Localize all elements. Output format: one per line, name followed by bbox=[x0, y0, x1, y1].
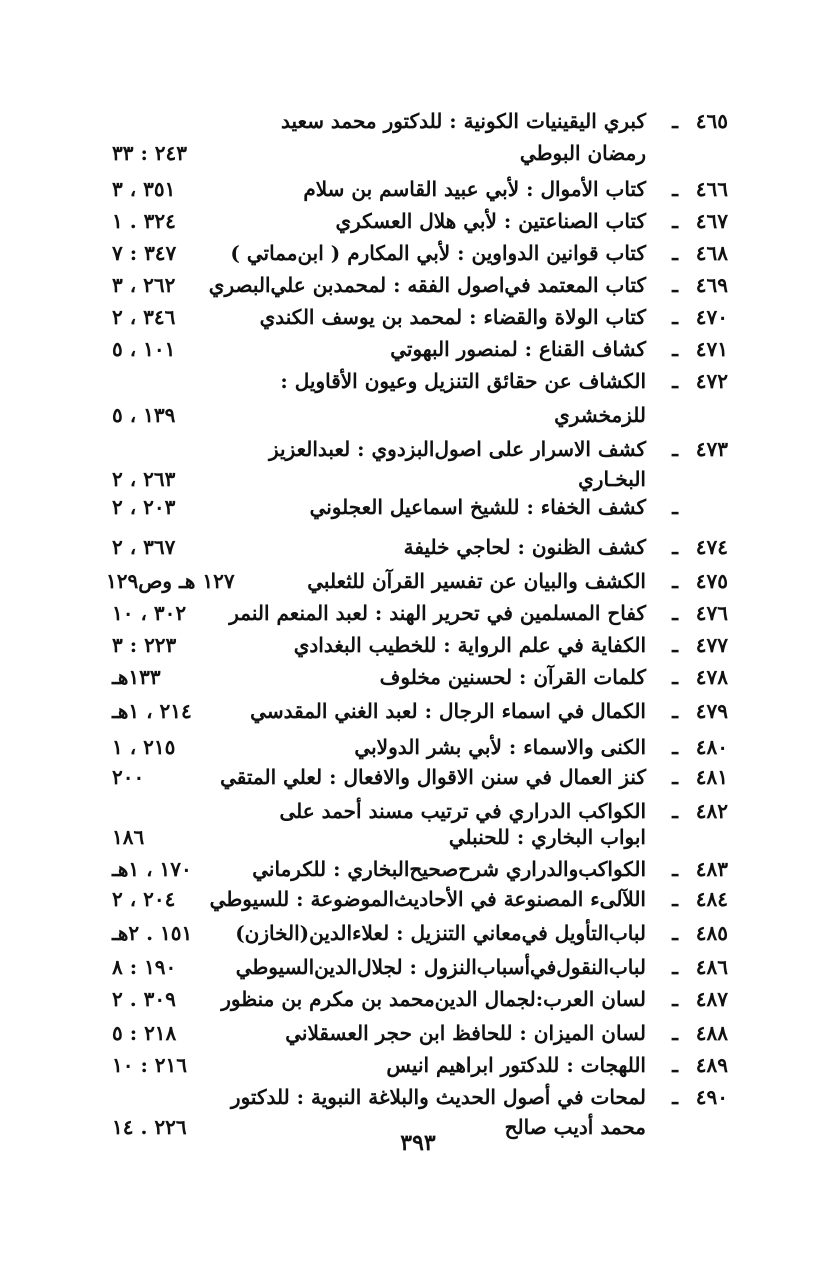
index-entry bbox=[0, 204, 836, 238]
entry-title: الكفاية في علم الرواية : للخطيب البغدادي bbox=[293, 633, 646, 657]
page-reference: ٢٢٣ : ٣ bbox=[112, 633, 177, 657]
entry-title: كشف الخفاء : للشيخ اسماعيل العجلوني bbox=[309, 495, 646, 519]
entry-number: ٤٩٠ bbox=[695, 1085, 728, 1109]
entry-number: ٤٧٩ bbox=[695, 699, 728, 723]
entry-number: ٤٧٦ bbox=[695, 601, 728, 625]
page-reference: ١٨٦ bbox=[112, 825, 145, 849]
entry-title: كتاب الولاة والقضاء : لمحمد بن يوسف الكندي bbox=[259, 305, 646, 329]
index-entry bbox=[0, 398, 836, 432]
page-reference: ٢٤٣ : ٣٣ bbox=[112, 141, 188, 165]
entry-number: ٤٦٨ bbox=[695, 241, 728, 265]
entry-number: ٤٨٥ bbox=[695, 921, 728, 945]
index-entry bbox=[0, 596, 836, 630]
entry-title: لسان الميزان : للحافظ ابن حجر العسقلاني bbox=[285, 1021, 646, 1045]
entry-title: كشف الظنون : لحاجي خليفة bbox=[403, 535, 646, 559]
entry-dash: ـ bbox=[672, 665, 678, 689]
entry-dash: ـ bbox=[672, 921, 678, 945]
entry-number: ٤٨٨ bbox=[695, 1021, 728, 1045]
entry-dash: ـ bbox=[672, 1053, 678, 1077]
entry-title: لمحات في أصول الحديث والبلاغة النبوية : للدكتور bbox=[230, 1085, 646, 1109]
index-entry bbox=[0, 730, 836, 764]
index-entry bbox=[0, 694, 836, 728]
entry-title: كتاب الأموال : لأبي عبيد القاسم بن سلام bbox=[303, 177, 646, 201]
entry-number: ٤٨٠ bbox=[695, 735, 728, 759]
entry-number: ٤٦٥ bbox=[695, 109, 728, 133]
entry-number: ٤٧١ bbox=[695, 337, 728, 361]
page-reference: ١٠١ ، ٥ bbox=[112, 337, 176, 361]
entry-dash: ـ bbox=[672, 699, 678, 723]
page-reference: ٢٦٣ ، ٢ bbox=[112, 467, 176, 491]
index-entry bbox=[0, 172, 836, 206]
page-reference: ٢٠٣ ، ٢ bbox=[112, 495, 176, 519]
page-reference: ٣٠٢ ، ١٠ bbox=[112, 601, 187, 625]
entry-title: كتاب قوانين الدواوين : لأبي المكارم ( ابن‌مماتي ) bbox=[230, 241, 646, 265]
entry-number: ٤٧٤ bbox=[695, 535, 728, 559]
entry-dash: ـ bbox=[672, 337, 678, 361]
page-reference: ٣٦٧ ، ٢ bbox=[112, 535, 176, 559]
entry-title: اللهجات : للدكتور ابراهيم انيس bbox=[386, 1053, 646, 1077]
page-reference: ٢١٦ : ١٠ bbox=[112, 1053, 188, 1077]
entry-title: كشف الاسرار على اصول‌البزدوي : لعبدالعزيز bbox=[268, 437, 646, 461]
page-number: ٣٩٣ bbox=[400, 1130, 436, 1156]
entry-title: الكشف والبيان عن تفسير القرآن للثعلبي bbox=[307, 569, 646, 593]
entry-title: الكشاف عن حقائق التنزيل وعيون الأقاويل : bbox=[280, 369, 646, 393]
page-reference: ١٢٧ هـ وص١٢٩ bbox=[106, 569, 235, 593]
page-reference: ٣٤٧ : ٧ bbox=[112, 241, 177, 265]
page-reference: ١٧٠ ، ١هـ bbox=[112, 857, 192, 881]
entry-dash: ـ bbox=[672, 601, 678, 625]
entry-dash: ـ bbox=[672, 857, 678, 881]
index-entry bbox=[0, 1080, 836, 1114]
entry-title: للزمخشري bbox=[554, 403, 646, 427]
entry-title: الكواكب‌والدراري شرح‌صحيح‌البخاري : للكرماني bbox=[252, 857, 646, 881]
page-reference: ٢٠٤ ، ٢ bbox=[112, 887, 176, 911]
entry-number: ٤٧٧ bbox=[695, 633, 728, 657]
page-reference: ١٥١ . ٢هـ bbox=[112, 921, 193, 945]
entry-dash: ـ bbox=[672, 535, 678, 559]
entry-dash: ـ bbox=[672, 241, 678, 265]
index-entry bbox=[0, 916, 836, 950]
index-entry bbox=[0, 852, 836, 886]
page-reference: ٣٢٤ . ١ bbox=[112, 209, 176, 233]
entry-number: ٤٨٤ bbox=[695, 887, 728, 911]
page-reference: ٢٢٦ . ١٤ bbox=[112, 1115, 187, 1139]
entry-dash: ـ bbox=[672, 109, 678, 133]
index-entry bbox=[0, 760, 836, 794]
entry-title: لباب‌التأويل في‌معاني التنزيل : لعلاءالدين(الخازن) bbox=[235, 921, 646, 945]
entry-title: رمضان البوطي bbox=[519, 141, 646, 165]
entry-dash: ـ bbox=[672, 1085, 678, 1109]
entry-number: ٤٧٣ bbox=[695, 437, 728, 461]
index-entry bbox=[0, 432, 836, 466]
index-entry bbox=[0, 982, 836, 1016]
entry-title: لباب‌النقول‌في‌أسباب‌النزول : لجلال‌الدين‌السيوطي bbox=[235, 955, 646, 979]
page-reference: ٢١٤ ، ١هـ bbox=[112, 699, 192, 723]
entry-dash: ـ bbox=[672, 799, 678, 823]
page-reference: ٢٠٠ bbox=[112, 765, 145, 789]
entry-number: ٤٧٨ bbox=[695, 665, 728, 689]
entry-title: اللآلىء المصنوعة في الأحاديث‌الموضوعة : للسيوطي bbox=[209, 887, 646, 911]
entry-dash: ـ bbox=[672, 887, 678, 911]
index-entry bbox=[0, 364, 836, 398]
entry-dash: ـ bbox=[672, 955, 678, 979]
entry-dash: ـ bbox=[672, 209, 678, 233]
entry-title: الكمال في اسماء الرجال : لعبد الغني المقدسي bbox=[250, 699, 646, 723]
index-entry bbox=[0, 820, 836, 854]
index-entry bbox=[0, 660, 836, 694]
entry-dash: ـ bbox=[672, 369, 678, 393]
entry-number: ٤٨١ bbox=[695, 765, 728, 789]
index-entry bbox=[0, 104, 836, 138]
entry-number: ٤٨٦ bbox=[695, 955, 728, 979]
entry-number: ٤٨٣ bbox=[695, 857, 728, 881]
entry-title: لسان العرب:لجمال الدين‌محمد بن مكرم بن منظور bbox=[221, 987, 646, 1011]
index-entry bbox=[0, 628, 836, 662]
entry-dash: ـ bbox=[672, 765, 678, 789]
index-entry bbox=[0, 1016, 836, 1050]
entry-title: محمد أديب صالح bbox=[504, 1115, 646, 1139]
entry-title: كلمات القرآن : لحسنين مخلوف bbox=[379, 665, 646, 689]
index-entry bbox=[0, 882, 836, 916]
index-entry bbox=[0, 564, 836, 598]
entry-title: الكنى والاسماء : لأبي بشر الدولابي bbox=[354, 735, 646, 759]
entry-title: كبري اليقينيات الكونية : للدكتور محمد سعيد bbox=[281, 109, 646, 133]
entry-dash: ـ bbox=[672, 437, 678, 461]
entry-dash: ـ bbox=[672, 177, 678, 201]
index-entry bbox=[0, 1048, 836, 1082]
index-entry bbox=[0, 268, 836, 302]
entry-title: الكواكب الدراري في ترتيب مسند أحمد على bbox=[279, 799, 646, 823]
entry-dash: ـ bbox=[672, 735, 678, 759]
page-reference: ٣٤٦ ، ٢ bbox=[112, 305, 176, 329]
index-entry bbox=[0, 332, 836, 366]
index-entry bbox=[0, 530, 836, 564]
entry-dash: ـ bbox=[672, 305, 678, 329]
entry-number: ٤٧٢ bbox=[695, 369, 728, 393]
entry-title: كفاح المسلمين في تحرير الهند : لعبد المنعم النمر bbox=[229, 601, 646, 625]
page-reference: ٢١٥ ، ١ bbox=[112, 735, 176, 759]
entry-number: ٤٨٧ bbox=[695, 987, 728, 1011]
page-reference: ٢٦٢ ، ٣ bbox=[112, 273, 176, 297]
index-entry bbox=[0, 236, 836, 270]
entry-title: كنز العمال في سنن الاقوال والافعال : لعلي المتقي bbox=[220, 765, 646, 789]
page-reference: ٣٥١ ، ٣ bbox=[112, 177, 176, 201]
page-reference: ٢١٨ : ٥ bbox=[112, 1021, 177, 1045]
entry-dash: ـ bbox=[672, 495, 678, 519]
entry-title: كتاب المعتمد في‌اصول الفقه : لمحمدبن علي‌البصري bbox=[208, 273, 646, 297]
index-entry bbox=[0, 490, 836, 524]
index-entry bbox=[0, 300, 836, 334]
entry-number: ٤٦٦ bbox=[695, 177, 728, 201]
entry-dash: ـ bbox=[672, 569, 678, 593]
index-entry bbox=[0, 950, 836, 984]
entry-dash: ـ bbox=[672, 1021, 678, 1045]
index-entry bbox=[0, 136, 836, 170]
entry-number: ٤٦٧ bbox=[695, 209, 728, 233]
page-reference: ١٣٩ ، ٥ bbox=[112, 403, 176, 427]
entry-title: ابواب البخاري : للحنبلي bbox=[448, 825, 646, 849]
entry-title: كشاف القناع : لمنصور البهوتي bbox=[390, 337, 646, 361]
entry-dash: ـ bbox=[672, 633, 678, 657]
entry-number: ٤٧٠ bbox=[695, 305, 728, 329]
entry-number: ٤٧٥ bbox=[695, 569, 728, 593]
page-reference: ١٩٠ : ٨ bbox=[112, 955, 177, 979]
entry-number: ٤٨٩ bbox=[695, 1053, 728, 1077]
entry-title: البخـاري bbox=[578, 467, 646, 491]
page-reference: ١٣٣هـ bbox=[112, 665, 161, 689]
page-reference: ٣٠٩ . ٢ bbox=[112, 987, 176, 1011]
entry-number: ٤٨٢ bbox=[695, 799, 728, 823]
entry-number: ٤٦٩ bbox=[695, 273, 728, 297]
entry-dash: ـ bbox=[672, 273, 678, 297]
entry-dash: ـ bbox=[672, 987, 678, 1011]
entry-title: كتاب الصناعتين : لأبي هلال العسكري bbox=[335, 209, 646, 233]
